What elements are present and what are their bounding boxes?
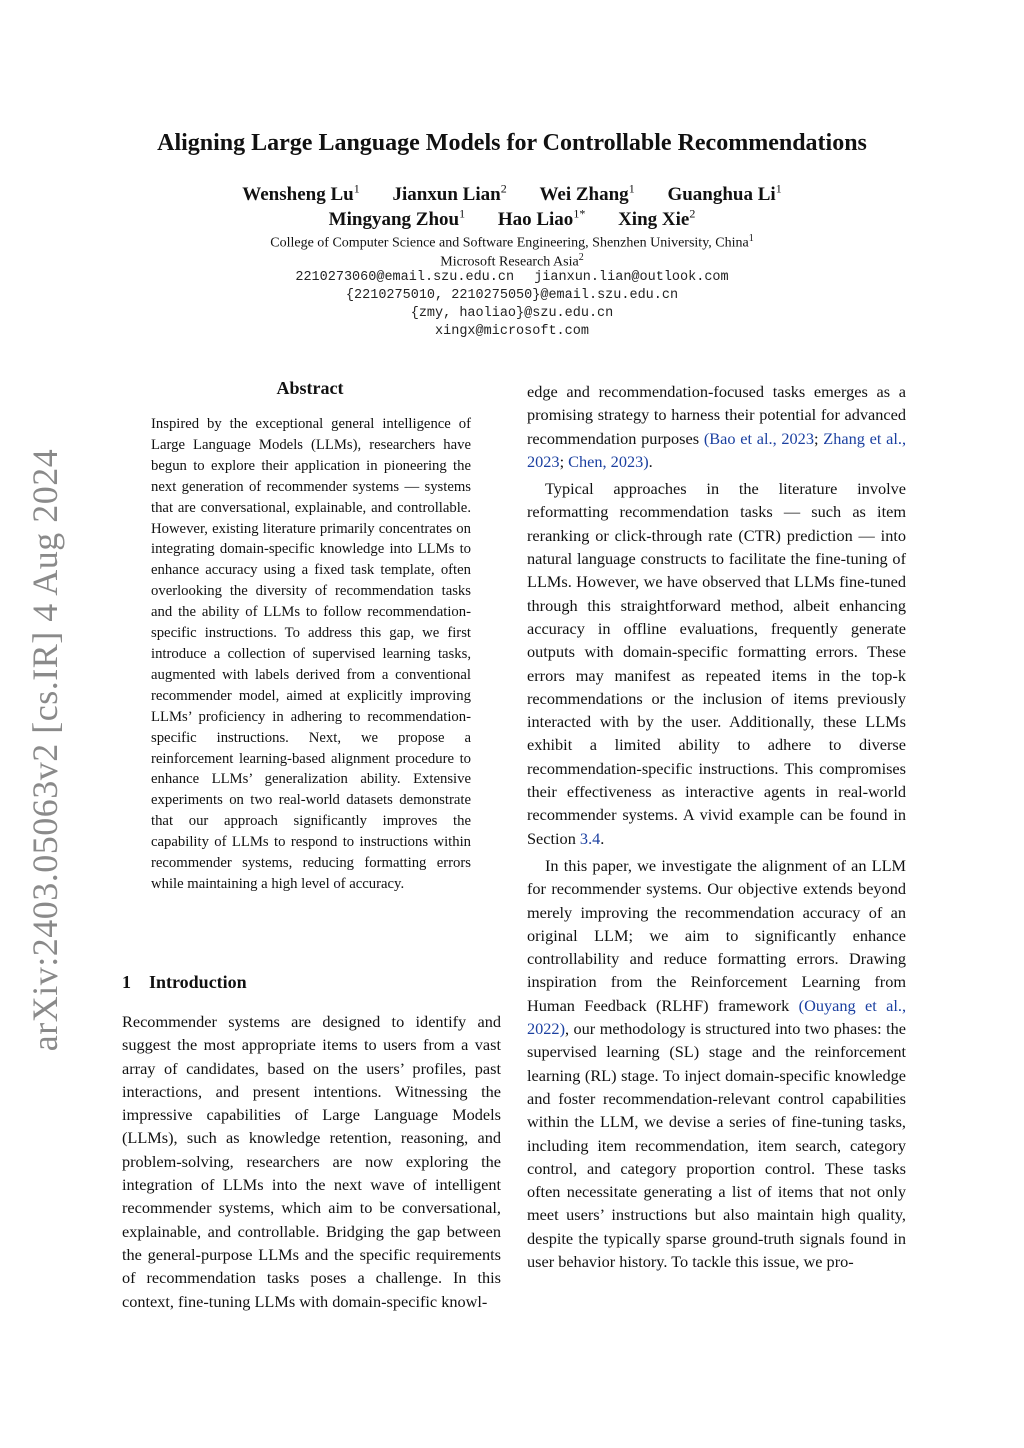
affiliation: Microsoft Research Asia$^2$: [440, 252, 584, 270]
email-line: {zmy, haoliao}@szu.edu.cn: [410, 306, 614, 321]
paragraph: Recommender systems are designed to identify and suggest the most appropriate items to users from a vast array of candidates, based on the users’ profiles, past interactions, and present intentions. Witnessing the impressive capabilities of Large Language Models (LLMs), such as knowledge retention, reasoning, and problem-solving, researchers are now exploring the integration of LLMs into the next wave of intelligent recommender systems, which aim to be conversational, explainable, and controllable. Bridging the gap between the general-purpose LLMs and the specific requirements of recommendation tasks poses a challenge. In this context, fine-tuning LLMs with domain-specific knowl-: [122, 1012, 501, 1311]
section-heading: 1 Introduction: [122, 972, 247, 992]
email-line: xingx@microsoft.com: [435, 324, 589, 339]
author: Xing Xie$^2$: [618, 207, 696, 231]
arxiv-side-stamp: [0, 448, 90, 1052]
arxiv-identifier: arXiv:2403.05063v2 [cs.IR] 4 Aug 2024: [25, 448, 65, 1052]
paragraph: Typical approaches in the literature involve reformatting recommendation tasks — such as item reranking or click-through rate (CTR) prediction — into natural language constructs to facilitate the fine-tuning of LLMs. However, we have observed that LLMs fine-tuned through this straightforward method, albeit enhancing accuracy in offline evaluations, frequently generate outputs with domain-specific formatting errors. These errors may manifest as repeated items in the top-k recommendations or the inclusion of items previously interacted with by the user. Additionally, these LLMs exhibit a limited ability to adhere to diverse recommendation-specific instructions. This compromises their effectiveness as interactive agents in real-world recommender systems. A vivid example can be found in Section 3.4.: [527, 479, 906, 848]
section-ref-link[interactable]: 3.4: [579, 828, 601, 848]
authors-line-1: [0, 182, 1024, 206]
intro-right-column: [527, 380, 906, 1273]
author: Hao Liao$^{1*}$: [497, 207, 586, 231]
authors-line-2: [0, 207, 1024, 231]
intro-left-column: [122, 1010, 501, 1313]
paper-title: Aligning Large Language Models for Controllable Recommendations: [157, 130, 867, 156]
email-line: [0, 270, 1024, 285]
author: Mingyang Zhou$^1$: [328, 207, 466, 231]
author: Guanghua Li$^1$: [667, 182, 782, 206]
citation-link[interactable]: Chen, 2023): [568, 451, 649, 471]
email-line: {2210275010, 2210275050}@email.szu.edu.cn: [345, 288, 679, 303]
email: jianxun.lian@outlook.com: [534, 270, 729, 285]
abstract-heading: Abstract: [276, 378, 344, 398]
author: Jianxun Lian$^2$: [392, 182, 507, 206]
citation-link[interactable]: (Ouyang et al., 2022): [527, 995, 907, 1039]
author: Wensheng Lu$^1$: [242, 182, 360, 206]
author: Wei Zhang$^1$: [539, 182, 635, 206]
paragraph: edge and recommendation-focused tasks emerges as a promising strategy to harness their potential for advanced recommendation purposes (Bao et al., 2023; Zhang et al., 2023; Chen, 2023).: [527, 382, 907, 471]
citation-link[interactable]: (Bao et al., 2023: [703, 428, 814, 448]
citation-link[interactable]: Zhang et al., 2023: [527, 428, 907, 471]
paragraph: In this paper, we investigate the alignment of an LLM for recommender systems. Our objective extends beyond merely improving the recommendation accuracy of an original LLM; we aim to significantly enhance controllability and reduce formatting errors. Drawing inspiration from the Reinforcement Learning from Human Feedback (RLHF) framework (Ouyang et al., 2022), our methodology is structured into two phases: the supervised learning (SL) stage and the reinforcement learning (RL) stage. To inject domain-specific knowledge and foster recommendation-relevant control capabilities within the LLM, we devise a series of fine-tuning tasks, including item recommendation, item search, category control, and category proportion control. These tasks often necessitate generating a list of items that not only meet users’ instructions but also maintain high quality, despite the typically sparse ground-truth signals found in user behavior history. To tackle this issue, we pro-: [527, 855, 907, 1271]
abstract-text: Inspired by the exceptional general intelligence of Large Language Models (LLMs), researchers have begun to explore their application in pioneering the next generation of recommender systems — systems that are conversational, explainable, and controllable. However, existing literature primarily concentrates on integrating domain-specific knowledge into LLMs to enhance accuracy using a fixed task template, often overlooking the diversity of recommendation tasks and the ability of LLMs to follow recommendation-specific instructions. To address this gap, we first introduce a collection of supervised learning tasks, augmented with labels derived from a conventional recommender model, aimed at explicitly improving LLMs’ proficiency in adhering to recommendation-specific instructions. Next, we propose a reinforcement learning-based alignment procedure to enhance LLMs’ generalization ability. Extensive experiments on two real-world datasets demonstrate that our approach significantly improves the capability of LLMs to respond to instructions within recommender systems, reducing formatting errors while maintaining a high level of accuracy.: [151, 416, 471, 892]
email: 2210273060@email.szu.edu.cn: [295, 270, 515, 285]
affiliation: College of Computer Science and Software Engineering, Shenzhen University, China$^1$: [270, 233, 754, 251]
